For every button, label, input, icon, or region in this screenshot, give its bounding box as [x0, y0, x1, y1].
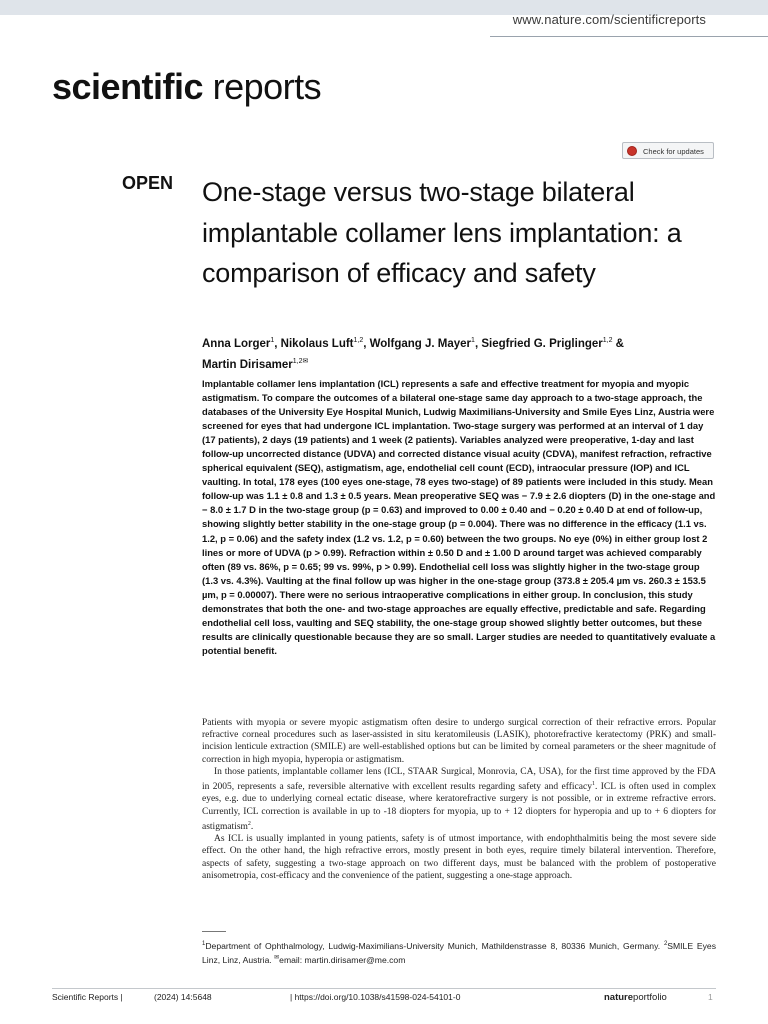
footer-doi-link[interactable]: | https://doi.org/10.1038/s41598-024-54101-0 — [290, 992, 461, 1002]
footer-journal: Scientific Reports | — [52, 992, 123, 1002]
author-list: Anna Lorger$^1$, Nikolaus Luft$^{1,2}$, Wolfgang J. Mayer$^1$, Siegfried G. Priglinger$^{1,2}$ & Martin Dirisamer$^{1,2✉}$ — [202, 337, 624, 371]
body-paragraph — [202, 766, 716, 833]
open-access-label: OPEN — [122, 173, 174, 193]
affiliation-mark: 1 — [202, 941, 206, 947]
publisher-logo-light: portfolio — [633, 992, 667, 1003]
check-updates-label: Check for updates — [643, 147, 704, 156]
affiliations-footnote — [202, 938, 716, 967]
author-affiliation: 1,2 — [353, 337, 364, 344]
body-text: In those patients, implantable collamer lens (ICL, STAAR Surgical, Monrovia, CA, USA), for the first time approved by the FDA in 2005, represents a safe, reversible alternative with excellent results regarding safety and efficacy — [202, 766, 716, 793]
author-name[interactable]: Martin Dirisamer — [202, 358, 293, 371]
affiliation-2: SMILE Eyes Linz, Linz, Austria. — [202, 940, 716, 966]
body-text: . ICL is often used in complex eyes, e.g. due to underlying corneal ectatic disease, where keratorefractive surgery is not possible, or in extreme refractive errors. Currently, ICL correction is available in up to -18 diopters for myopia, up to + 12 diopters for hyperopia and up to + 6 diopters for astigmatism — [202, 782, 717, 832]
author-name[interactable]: Siegfried G. Priglinger — [481, 337, 603, 350]
publisher-logo — [604, 992, 667, 1003]
journal-logo-bold: scientific — [52, 66, 204, 107]
author-name[interactable]: Wolfgang J. Mayer — [369, 337, 472, 350]
article-title: One-stage versus two-stage bilateral implantable collamer lens implantation: a comparison of efficacy and safety — [202, 177, 682, 288]
page-number: 1 — [708, 992, 713, 1002]
author-affiliation: 1,2✉ — [292, 357, 309, 365]
author-name[interactable]: Nikolaus Luft — [280, 337, 354, 350]
footer-volume: (2024) 14:5648 — [154, 992, 212, 1002]
footer-divider — [52, 988, 716, 989]
abstract: Implantable collamer lens implantation (ICL) represents a safe and effective treatment for myopia and myopic astigmatism. To compare the outcomes of a bilateral one-stage same day approach to a two-stage approach, the databases of the University Eye Hospital Munich, Ludwig Maximilians-University and Smile Eyes Linz, Austria were screened for eyes that had undergone ICL implantation. Two-stage surgery was performed at an interval of 1 day (17 patients), 2 days (19 patients) and 1 week (2 patients). Variables analyzed were preoperative, 1-day and last follow-up uncorrected distance (UDVA) and corrected distance visual acuity (CDVA), manifest refraction, refractive spherical equivalent (SEQ), astigmatism, age, endothelial cell count (ECD), intraocular pressure (IOP) and ICL vaulting. In total, 178 eyes (100 eyes one-stage, 78 eyes two-stage) of 89 patients were included in this study. Mean follow-up was 1.1 ± 0.8 and 1.3 ± 0.5 years. Mean preoperative SEQ was − 7.9 ± 2.6 diopters (D) in the one-stage and − 8.0 ± 1.7 D in the two-stage group (p = 0.63) and improved to 0.00 ± 0.40 and − 0.20 ± 0.40 D at end of follow-up, showing slightly better stability in the one-stage group (p = 0.004). There was no difference in the efficacy (1.1 vs. 1.2, p = 0.06) and the safety index (1.2 vs. 1.2, p = 0.60) between the two groups. No eye (0%) in either group lost 2 lines or more of UDVA (p > 0.99). Refraction within ± 0.50 D and ± 1.00 D around target was achieved comparably often (89 vs. 86%, p = 0.65; 99 vs. 99%, p > 0.99). Endothelial cell loss was slightly higher in the two-stage group (1.3 vs. 4.3%). Vaulting at the final follow up was higher in the one-stage group (373.8 ± 205.4 µm vs. 260.3 ± 153.5 µm, p = 0.00007). There were no serious intraoperative complications in either group. In conclusion, this study demonstrates that both the one- and two-stage approaches are equally effective, predictable and safe. Regarding endothelial cell loss, vaulting and SEQ stability, the one-stage group showed slightly better outcomes, but these results are clinically questionable because they are so small. Larger studies are needed to quantitatively evaluate a potential benefit. — [202, 378, 716, 656]
reference-link[interactable]: 2 — [247, 820, 251, 827]
body-text: . — [250, 821, 254, 832]
body-paragraph: As ICL is usually implanted in young patients, safety is of utmost importance, with endophthalmitis being the most severe side effect. On the other hand, the high refractive errors, mostly present in both eyes, require timely bilateral intervention. Therefore, aspects of safety, suggesting a two-stage approach on two different days, must be balanced with the problem of postoperative anisometropia, cost-efficacy and the convenience of the patient, suggesting a one-stage approach. — [202, 834, 716, 881]
author-affiliation: 1 — [471, 337, 475, 344]
body-paragraph: Patients with myopia or severe myopic astigmatism often desire to undergo surgical correction of their refractive errors. Popular refractive corneal procedures such as laser-assisted in situ keratomileusis (LASIK), photorefractive keratectomy (PRK) and small-incision lenticule extraction (SMILE) are well-established options but can be limited by corneal parameters or the sheer magnitude of correction in high myopia, hyperopia or astigmatism. — [202, 718, 716, 765]
check-updates-button[interactable] — [622, 142, 714, 159]
email-icon: ✉ — [274, 955, 280, 962]
author-name[interactable]: Anna Lorger — [202, 337, 271, 350]
author-affiliation: 1,2 — [602, 337, 613, 344]
author-affiliation: 1 — [270, 337, 275, 344]
reference-link[interactable]: 1 — [591, 781, 595, 788]
crossmark-icon — [627, 146, 637, 156]
footnote-divider — [202, 931, 226, 932]
journal-logo-light: reports — [212, 66, 322, 107]
affiliation-1: Department of Ophthalmology, Ludwig-Maximilians-University Munich, Mathildenstrasse 8, 80336 Munich, Germany. — [205, 940, 664, 951]
header-divider — [490, 36, 768, 37]
publisher-logo-bold: nature — [604, 992, 634, 1003]
affiliation-mark: 2 — [663, 941, 668, 947]
corresponding-email[interactable]: email: martin.dirisamer@me.com — [279, 955, 406, 966]
article-body — [202, 717, 716, 882]
journal-logo — [52, 66, 321, 108]
journal-url[interactable]: www.nature.com/scientificreports — [512, 12, 706, 27]
